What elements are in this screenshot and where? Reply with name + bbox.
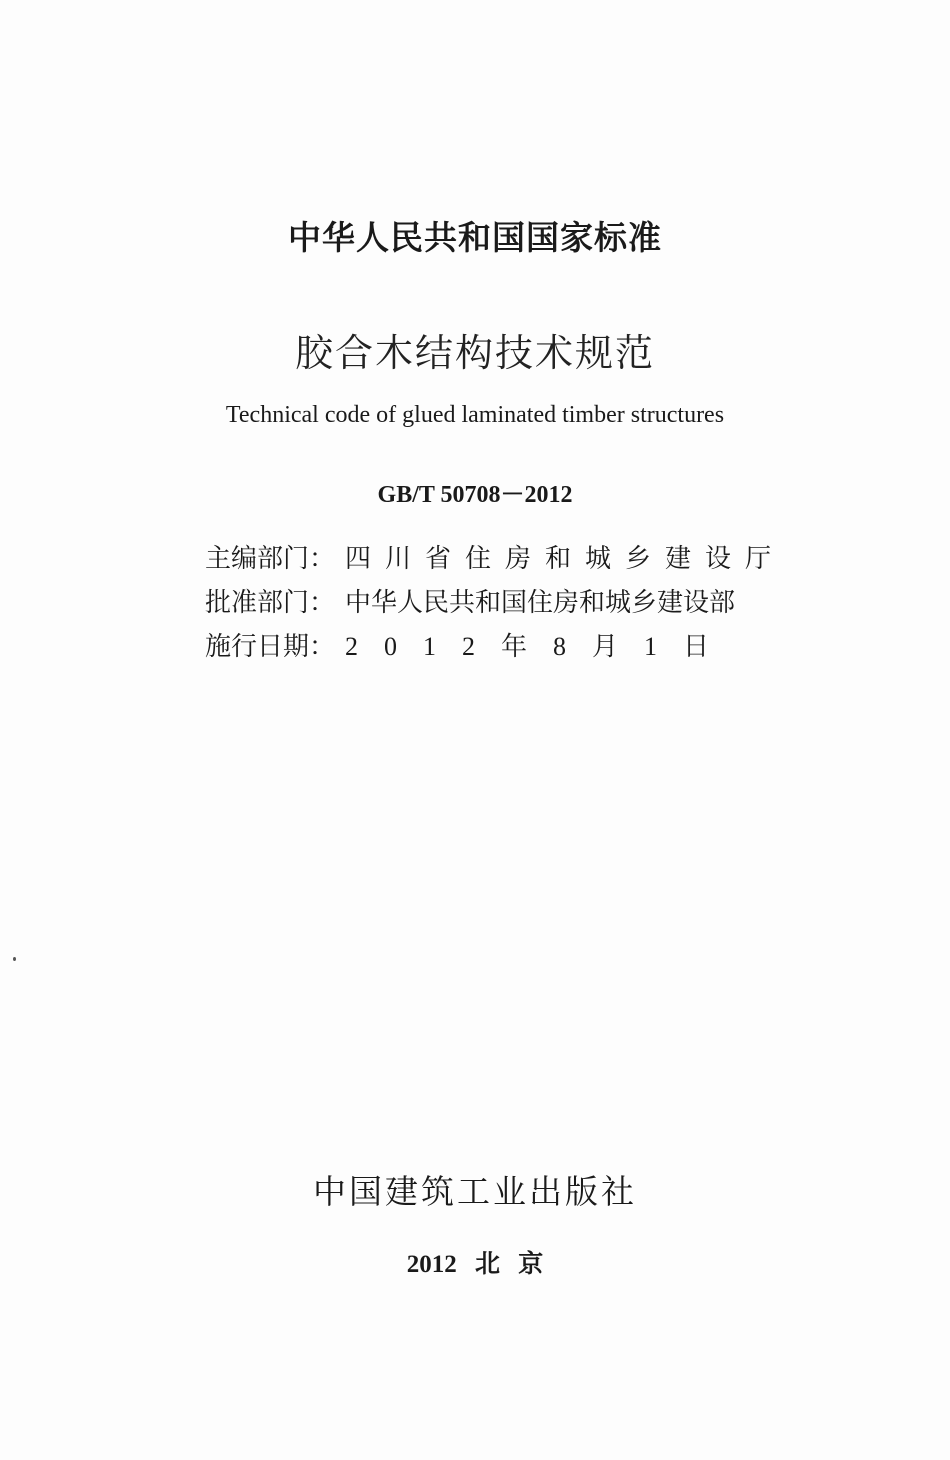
effective-date-label: 施行日期： xyxy=(205,632,336,662)
effective-date-value: 2012年8月1日 xyxy=(345,632,736,661)
approver-row xyxy=(205,582,765,626)
national-standard-heading: 中华人民共和国国家标准 xyxy=(288,218,662,257)
effective-date-row xyxy=(205,626,765,670)
standard-code: GB/T 50708－2012 xyxy=(377,482,573,508)
issuing-info xyxy=(205,538,786,670)
editor-label: 主编部门： xyxy=(205,544,336,574)
editor-row xyxy=(205,538,786,582)
title-chinese: 胶合木结构技术规范 xyxy=(294,331,655,375)
publisher-name: 中国建筑工业出版社 xyxy=(313,1172,637,1211)
approver-value: 中华人民共和国住房和城乡建设部 xyxy=(345,588,736,618)
approver-label: 批准部门： xyxy=(205,588,336,618)
editor-value: 四川省住房和城乡建设厅 xyxy=(345,544,786,574)
publication-place-year: 2012 北 京 xyxy=(406,1251,544,1278)
scan-speck xyxy=(13,957,16,961)
title-english: Technical code of glued laminated timber structures xyxy=(225,402,725,428)
